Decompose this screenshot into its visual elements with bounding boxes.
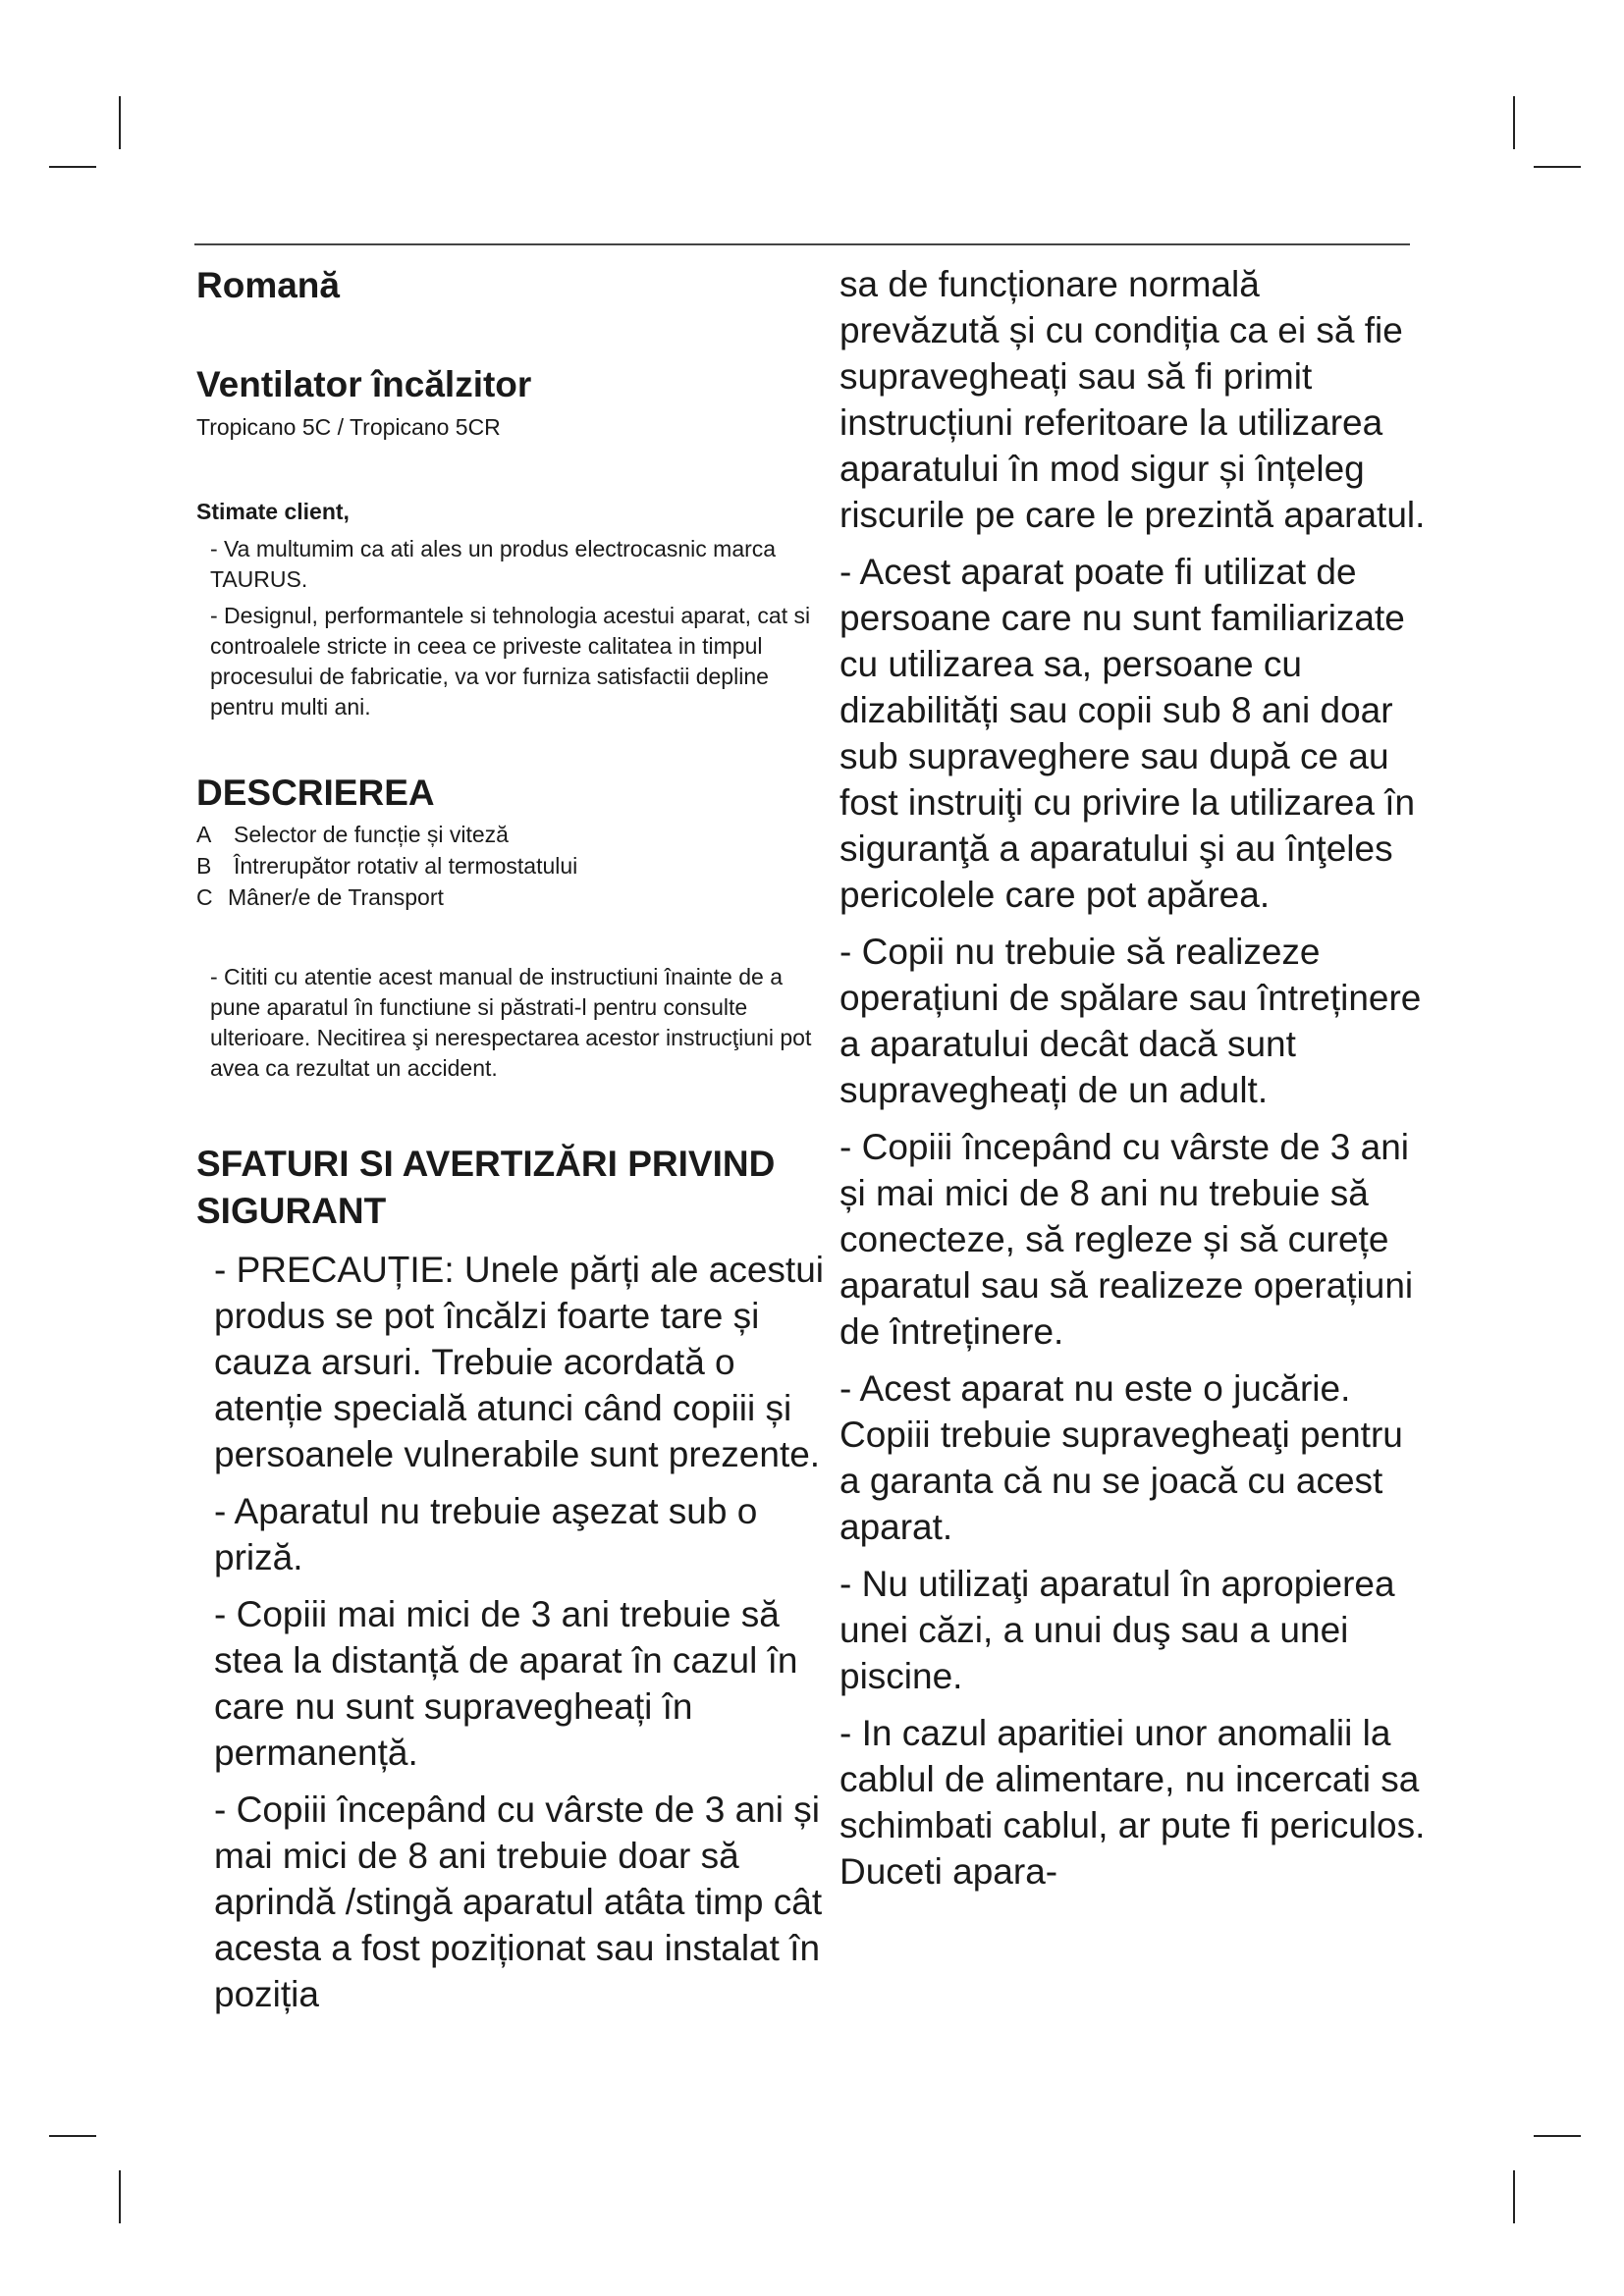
safety-continuation: sa de funcționare normală prevăzută și cu condiția ca ei să fie supravegheați sau să fi primit instrucțiuni referitoare la utilizarea aparatului în mod sigur și înțeleg riscurile pe care le prezintă aparatul. xyxy=(839,264,1426,535)
safety-title: SFATURI SI AVERTIZĂRI PRIVIND SIGURANT xyxy=(196,1144,776,1231)
left-column xyxy=(196,261,825,2028)
top-rule xyxy=(194,243,1410,245)
safety-list-left xyxy=(196,1247,825,2017)
list-item xyxy=(196,881,825,913)
model-names: Tropicano 5C / Tropicano 5CR xyxy=(196,414,501,440)
item-text: Selector de funcție și viteză xyxy=(234,822,509,847)
safety-item: - Copiii începând cu vârste de 3 ani și mai mici de 8 ani trebuie doar să aprindă /stingă aparatul atâta timp cât acesta a fost poziționat sau instalat în poziția xyxy=(214,1789,823,2014)
item-text: Mâner/e de Transport xyxy=(228,884,444,910)
item-key: A xyxy=(196,822,212,847)
description-title: DESCRIEREA xyxy=(196,773,435,813)
safety-item: - Acest aparat nu este o jucărie. Copiii trebuie supravegheaţi pentru a garanta că nu se joacă cu acest aparat. xyxy=(839,1368,1403,1547)
safety-item: - Copiii mai mici de 3 ani trebuie să stea la distanță de aparat în cazul în care nu sunt supravegheați în permanență. xyxy=(214,1594,798,1773)
safety-item: - PRECAUȚIE: Unele părți ale acestui produs se pot încălzi foarte tare și cauza arsuri. Trebuie acordată o atenție specială atunci când copiii și persoanele vulnerabile sunt prezente. xyxy=(214,1250,825,1474)
safety-item: - Aparatul nu trebuie aşezat sub o priză. xyxy=(214,1491,758,1577)
item-text: Întrerupător rotativ al termostatului xyxy=(234,853,578,879)
intro-paragraph: - Va multumim ca ati ales un produs electrocasnic marca TAURUS. xyxy=(210,536,777,592)
safety-list-right xyxy=(839,549,1429,1895)
greeting: Stimate client, xyxy=(196,499,350,524)
list-item xyxy=(196,819,825,850)
crop-mark xyxy=(49,2135,96,2137)
item-key: C xyxy=(196,884,213,910)
safety-item: - Nu utilizaţi aparatul în apropierea unei căzi, a unui duş sau a unei piscine. xyxy=(839,1564,1395,1696)
description-list xyxy=(196,819,825,913)
crop-mark xyxy=(1513,2170,1515,2223)
language-heading: Romană xyxy=(196,265,340,305)
crop-mark xyxy=(1534,2135,1581,2137)
safety-item: - In cazul aparitiei unor anomalii la cablul de alimentare, nu incercati sa schimbati cablul, ar pute fi periculos. Duceti apara- xyxy=(839,1713,1426,1892)
crop-mark xyxy=(1534,166,1581,168)
product-title: Ventilator încălzitor xyxy=(196,364,532,404)
item-key: B xyxy=(196,853,212,879)
safety-item: - Copiii începând cu vârste de 3 ani și mai mici de 8 ani nu trebuie să conecteze, să regleze și să curețe aparatul sau să realizeze operațiuni de întreținere. xyxy=(839,1127,1414,1352)
crop-mark xyxy=(1513,96,1515,149)
intro-paragraph: - Designul, performantele si tehnologia acestui aparat, cat si controalele stricte in ceea ce priveste calitatea in timpul procesului de fabricatie, va vor furniza satisfactii depline pentru multi ani. xyxy=(210,603,811,720)
crop-mark xyxy=(119,2170,121,2223)
list-item xyxy=(196,850,825,881)
crop-mark xyxy=(119,96,121,149)
manual-notice: - Cititi cu atentie acest manual de instructiuni înainte de a pune aparatul în functiune si păstrati-l pentru consulte ulterioare. Necitirea şi nerespectarea acestor instrucţiuni pot avea ca rezultat un accident. xyxy=(210,964,812,1081)
crop-mark xyxy=(49,166,96,168)
right-column xyxy=(839,261,1429,1905)
safety-item: - Acest aparat poate fi utilizat de persoane care nu sunt familiarizate cu utilizarea sa, persoane cu dizabilități sau copii sub 8 ani doar sub supraveghere sau după ce au fost instruiţi cu privire la utilizarea în siguranţă a aparatului şi au înţeles pericolele care pot apărea. xyxy=(839,552,1416,915)
safety-item: - Copii nu trebuie să realizeze operațiuni de spălare sau întreținere a aparatului decât dacă sunt supravegheați de un adult. xyxy=(839,932,1422,1110)
